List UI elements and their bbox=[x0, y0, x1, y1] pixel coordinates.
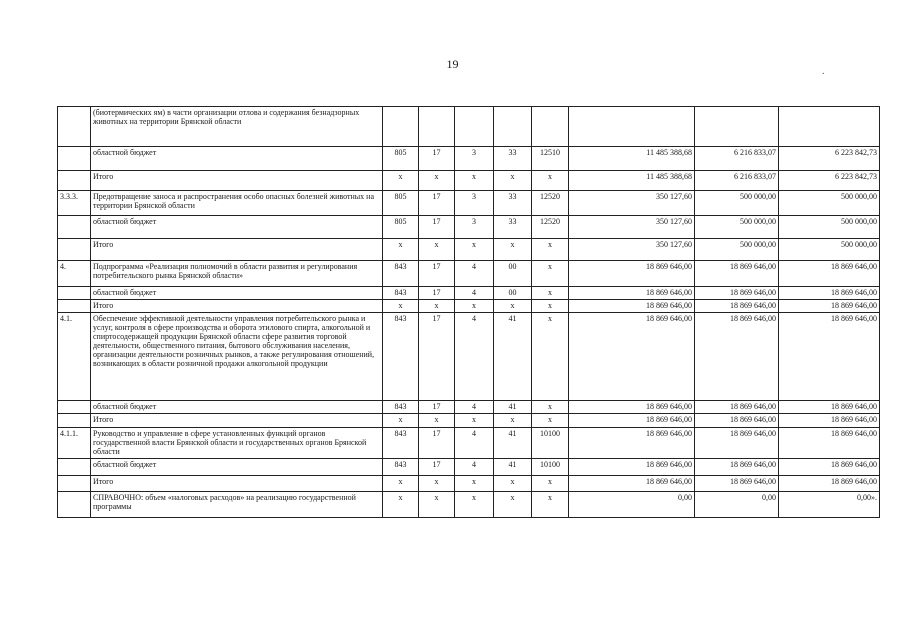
code-direction: х bbox=[532, 239, 569, 261]
code-main-event: х bbox=[494, 492, 532, 518]
code-direction: 10100 bbox=[532, 459, 569, 476]
code-main-event: 41 bbox=[494, 459, 532, 476]
amount-year-1 bbox=[569, 107, 695, 147]
code-main-event: х bbox=[494, 171, 532, 191]
code-program: х bbox=[419, 476, 455, 492]
amount-year-2: 18 869 646,00 bbox=[695, 459, 779, 476]
row-number: 4. bbox=[58, 261, 91, 287]
code-direction: х bbox=[532, 492, 569, 518]
code-subprogram bbox=[455, 107, 494, 147]
table-row bbox=[58, 428, 880, 459]
code-program: 17 bbox=[419, 401, 455, 414]
amount-year-3: 18 869 646,00 bbox=[779, 476, 880, 492]
amount-year-2: 18 869 646,00 bbox=[695, 428, 779, 459]
budget-table bbox=[57, 106, 880, 518]
amount-year-1: 18 869 646,00 bbox=[569, 287, 695, 300]
code-program: х bbox=[419, 492, 455, 518]
code-direction: 12520 bbox=[532, 191, 569, 216]
code-gov: 843 bbox=[383, 313, 419, 401]
code-gov: х bbox=[383, 300, 419, 313]
amount-year-2: 18 869 646,00 bbox=[695, 287, 779, 300]
code-gov: 843 bbox=[383, 401, 419, 414]
amount-year-3: 18 869 646,00 bbox=[779, 459, 880, 476]
amount-year-2: 0,00 bbox=[695, 492, 779, 518]
code-main-event: х bbox=[494, 239, 532, 261]
code-program: 17 bbox=[419, 216, 455, 239]
code-gov: х bbox=[383, 239, 419, 261]
code-subprogram: х bbox=[455, 239, 494, 261]
amount-year-2: 18 869 646,00 bbox=[695, 300, 779, 313]
table-row bbox=[58, 459, 880, 476]
code-gov: 843 bbox=[383, 428, 419, 459]
amount-year-1: 11 485 388,68 bbox=[569, 171, 695, 191]
code-subprogram: 3 bbox=[455, 191, 494, 216]
amount-year-2 bbox=[695, 107, 779, 147]
code-subprogram: х bbox=[455, 476, 494, 492]
code-subprogram: 4 bbox=[455, 261, 494, 287]
code-direction: 10100 bbox=[532, 428, 569, 459]
row-number bbox=[58, 171, 91, 191]
row-number bbox=[58, 147, 91, 171]
code-program: 17 bbox=[419, 147, 455, 171]
code-direction: х bbox=[532, 300, 569, 313]
code-gov: х bbox=[383, 476, 419, 492]
page-number: 19 bbox=[446, 57, 459, 71]
amount-year-3: 18 869 646,00 bbox=[779, 428, 880, 459]
row-number: 4.1. bbox=[58, 313, 91, 401]
code-program: 17 bbox=[419, 459, 455, 476]
code-direction: х bbox=[532, 414, 569, 428]
amount-year-2: 500 000,00 bbox=[695, 191, 779, 216]
row-name: областной бюджет bbox=[91, 287, 383, 300]
code-subprogram: х bbox=[455, 492, 494, 518]
code-subprogram: 3 bbox=[455, 216, 494, 239]
row-number bbox=[58, 401, 91, 414]
amount-year-1: 18 869 646,00 bbox=[569, 414, 695, 428]
amount-year-2: 18 869 646,00 bbox=[695, 414, 779, 428]
code-gov: 843 bbox=[383, 261, 419, 287]
table-row bbox=[58, 401, 880, 414]
code-main-event: 41 bbox=[494, 401, 532, 414]
amount-year-2: 500 000,00 bbox=[695, 216, 779, 239]
amount-year-3: 0,00». bbox=[779, 492, 880, 518]
table-row bbox=[58, 191, 880, 216]
amount-year-2: 18 869 646,00 bbox=[695, 401, 779, 414]
table-row bbox=[58, 287, 880, 300]
table-row bbox=[58, 261, 880, 287]
code-gov: х bbox=[383, 414, 419, 428]
table-row bbox=[58, 414, 880, 428]
code-main-event bbox=[494, 107, 532, 147]
table-row bbox=[58, 147, 880, 171]
code-direction: х bbox=[532, 171, 569, 191]
amount-year-2: 6 216 833,07 bbox=[695, 171, 779, 191]
code-gov: 805 bbox=[383, 216, 419, 239]
amount-year-3: 6 223 842,73 bbox=[779, 147, 880, 171]
code-subprogram: 4 bbox=[455, 401, 494, 414]
amount-year-1: 0,00 bbox=[569, 492, 695, 518]
table-row bbox=[58, 216, 880, 239]
code-main-event: 00 bbox=[494, 261, 532, 287]
row-number bbox=[58, 287, 91, 300]
amount-year-2: 18 869 646,00 bbox=[695, 261, 779, 287]
table-row bbox=[58, 300, 880, 313]
code-main-event: 41 bbox=[494, 428, 532, 459]
code-gov: 843 bbox=[383, 459, 419, 476]
code-main-event: 33 bbox=[494, 216, 532, 239]
row-name: Подпрограмма «Реализация полномочий в области развития и регулирования потребительского рынка Брянской области» bbox=[91, 261, 383, 287]
row-number: 3.3.3. bbox=[58, 191, 91, 216]
row-name: Итого bbox=[91, 476, 383, 492]
row-name: областной бюджет bbox=[91, 216, 383, 239]
row-number bbox=[58, 414, 91, 428]
code-subprogram: х bbox=[455, 300, 494, 313]
code-program: х bbox=[419, 171, 455, 191]
row-name: Итого bbox=[91, 239, 383, 261]
code-program: х bbox=[419, 239, 455, 261]
amount-year-3: 18 869 646,00 bbox=[779, 261, 880, 287]
amount-year-3: 18 869 646,00 bbox=[779, 414, 880, 428]
amount-year-1: 18 869 646,00 bbox=[569, 300, 695, 313]
amount-year-2: 500 000,00 bbox=[695, 239, 779, 261]
row-name: областной бюджет bbox=[91, 401, 383, 414]
code-main-event: х bbox=[494, 414, 532, 428]
code-gov: х bbox=[383, 492, 419, 518]
amount-year-1: 18 869 646,00 bbox=[569, 428, 695, 459]
code-gov: 843 bbox=[383, 287, 419, 300]
amount-year-3: 18 869 646,00 bbox=[779, 300, 880, 313]
amount-year-2: 6 216 833,07 bbox=[695, 147, 779, 171]
code-subprogram: 4 bbox=[455, 428, 494, 459]
code-program: х bbox=[419, 414, 455, 428]
row-number bbox=[58, 107, 91, 147]
code-main-event: 33 bbox=[494, 191, 532, 216]
amount-year-1: 18 869 646,00 bbox=[569, 459, 695, 476]
amount-year-3: 6 223 842,73 bbox=[779, 171, 880, 191]
amount-year-3: 500 000,00 bbox=[779, 191, 880, 216]
amount-year-3: 500 000,00 bbox=[779, 216, 880, 239]
code-gov: 805 bbox=[383, 191, 419, 216]
code-subprogram: 4 bbox=[455, 459, 494, 476]
row-number: 4.1.1. bbox=[58, 428, 91, 459]
code-direction: х bbox=[532, 401, 569, 414]
amount-year-1: 350 127,60 bbox=[569, 239, 695, 261]
code-main-event: х bbox=[494, 476, 532, 492]
code-gov bbox=[383, 107, 419, 147]
row-name: Обеспечение эффективной деятельности управления потребительского рынка и услуг, контроля в сфере производства и оборота этилового спирта, алкогольной и спиртосодержащей продукции Брянской области сфере развития торговой деятельности, общественного питания, бытового обслуживания населения, организации деятельности розничных рынков, а также регулирования отношений, возникающих в области розничной продажи алкогольной продукции bbox=[91, 313, 383, 401]
amount-year-1: 11 485 388,68 bbox=[569, 147, 695, 171]
amount-year-3 bbox=[779, 107, 880, 147]
code-program: х bbox=[419, 300, 455, 313]
row-name: Предотвращение заноса и распространения особо опасных болезней животных на территории Брянской области bbox=[91, 191, 383, 216]
code-direction: х bbox=[532, 287, 569, 300]
code-gov: х bbox=[383, 171, 419, 191]
code-subprogram: х bbox=[455, 414, 494, 428]
table-body bbox=[58, 107, 880, 518]
row-number bbox=[58, 492, 91, 518]
amount-year-1: 18 869 646,00 bbox=[569, 401, 695, 414]
code-program: 17 bbox=[419, 428, 455, 459]
amount-year-2: 18 869 646,00 bbox=[695, 476, 779, 492]
row-name: областной бюджет bbox=[91, 459, 383, 476]
code-gov: 805 bbox=[383, 147, 419, 171]
code-direction bbox=[532, 107, 569, 147]
code-subprogram: х bbox=[455, 171, 494, 191]
code-program bbox=[419, 107, 455, 147]
code-subprogram: 4 bbox=[455, 287, 494, 300]
table-row bbox=[58, 171, 880, 191]
code-program: 17 bbox=[419, 191, 455, 216]
code-direction: х bbox=[532, 313, 569, 401]
code-main-event: 33 bbox=[494, 147, 532, 171]
code-program: 17 bbox=[419, 313, 455, 401]
row-name: Итого bbox=[91, 171, 383, 191]
row-name: Итого bbox=[91, 300, 383, 313]
amount-year-3: 18 869 646,00 bbox=[779, 313, 880, 401]
table-row bbox=[58, 313, 880, 401]
code-subprogram: 4 bbox=[455, 313, 494, 401]
row-name: Руководство и управление в сфере установленных функций органов государственной власти Брянской области и государственных органов Брянской области bbox=[91, 428, 383, 459]
code-main-event: 00 bbox=[494, 287, 532, 300]
amount-year-3: 18 869 646,00 bbox=[779, 401, 880, 414]
amount-year-2: 18 869 646,00 bbox=[695, 313, 779, 401]
code-program: 17 bbox=[419, 261, 455, 287]
amount-year-1: 18 869 646,00 bbox=[569, 476, 695, 492]
row-name: областной бюджет bbox=[91, 147, 383, 171]
row-number bbox=[58, 300, 91, 313]
row-number bbox=[58, 239, 91, 261]
amount-year-1: 18 869 646,00 bbox=[569, 313, 695, 401]
table-row bbox=[58, 476, 880, 492]
code-direction: 12510 bbox=[532, 147, 569, 171]
amount-year-1: 18 869 646,00 bbox=[569, 261, 695, 287]
scan-mark: . bbox=[822, 66, 825, 77]
amount-year-3: 18 869 646,00 bbox=[779, 287, 880, 300]
row-number bbox=[58, 216, 91, 239]
code-main-event: 41 bbox=[494, 313, 532, 401]
row-name: Итого bbox=[91, 414, 383, 428]
code-direction: 12520 bbox=[532, 216, 569, 239]
amount-year-1: 350 127,60 bbox=[569, 191, 695, 216]
row-name: СПРАВОЧНО: объем «налоговых расходов» на реализацию государственной программы bbox=[91, 492, 383, 518]
code-direction: х bbox=[532, 476, 569, 492]
code-direction: х bbox=[532, 261, 569, 287]
row-number bbox=[58, 459, 91, 476]
amount-year-1: 350 127,60 bbox=[569, 216, 695, 239]
row-number bbox=[58, 476, 91, 492]
table-row bbox=[58, 107, 880, 147]
code-subprogram: 3 bbox=[455, 147, 494, 171]
code-program: 17 bbox=[419, 287, 455, 300]
table-row bbox=[58, 239, 880, 261]
code-main-event: х bbox=[494, 300, 532, 313]
table-row bbox=[58, 492, 880, 518]
row-name: (биотермических ям) в части организации отлова и содержания безнадзорных животных на территории Брянской области bbox=[91, 107, 383, 147]
amount-year-3: 500 000,00 bbox=[779, 239, 880, 261]
